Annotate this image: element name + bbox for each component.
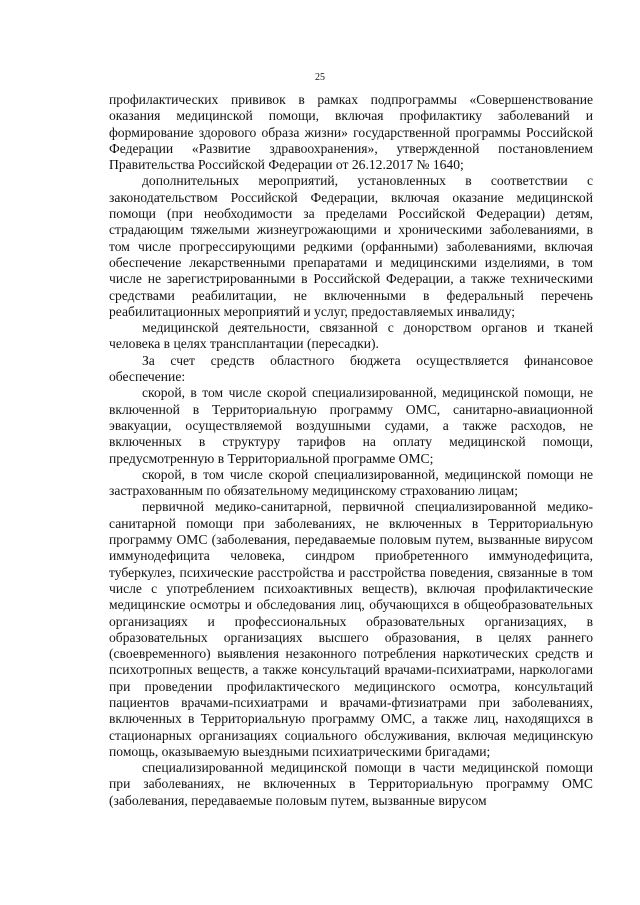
page-number: 25 bbox=[315, 72, 325, 83]
document-body bbox=[109, 92, 593, 809]
paragraph: скорой, в том числе скорой специализированной, медицинской помощи, не включенной в Территориальную программу ОМС, санитарно-авиационной эвакуации, осуществляемой воздушными судами, а также расходов, не включенных в структуру тарифов на оплату медицинской помощи, предусмотренную в Территориальной программе ОМС; bbox=[109, 385, 593, 466]
paragraph: первичной медико-санитарной, первичной специализированной медико-санитарной помощи при заболеваниях, не включенных в Территориальную программу ОМС (заболевания, передаваемые половым путем, вызванные вирусом иммунодефицита человека, синдром приобретенного иммунодефицита, туберкулез, психические расстройства и расстройства поведения, связанные в том числе с употреблением психоактивных веществ), включая профилактические медицинские осмотры и обследования лиц, обучающихся в общеобразовательных организациях и профессиональных образовательных организациях, в образовательных организациях высшего образования, в целях раннего (своевременного) выявления незаконного потребления наркотических средств и психотропных веществ, а также консультаций врачами-психиатрами, наркологами при проведении профилактического медицинского осмотра, консультаций пациентов врачами-психиатрами и врачами-фтизиатрами при заболеваниях, включенных в Территориальную программу ОМС, а также лиц, находящихся в стационарных организациях социального обслуживания, включая медицинскую помощь, оказываемую выездными психиатрическими бригадами; bbox=[109, 499, 593, 759]
paragraph: скорой, в том числе скорой специализированной, медицинской помощи не застрахованным по обязательному медицинскому страхованию лицам; bbox=[109, 466, 593, 499]
paragraph: медицинской деятельности, связанной с донорством органов и тканей человека в целях трансплантации (пересадки). bbox=[109, 320, 593, 352]
paragraph: За счет средств областного бюджета осуществляется финансовое обеспечение: bbox=[109, 352, 593, 385]
paragraph: специализированной медицинской помощи в части медицинской помощи при заболеваниях, не включенных в Территориальную программу ОМС (заболевания, передаваемые половым путем, вызванные вирусом bbox=[109, 760, 593, 808]
paragraph: дополнительных мероприятий, установленных в соответствии с законодательством Российской Федерации, включая оказание медицинской помощи (при необходимости за пределами Российской Федерации) детям, страдающим тяжелыми жизнеугрожающими и хроническими заболеваниями, в том числе прогрессирующими редкими (орфанными) заболеваниями, включая обеспечение лекарственными препаратами и медицинскими изделиями, в том числе не зарегистрированными в Российской Федерации, а также техническими средствами реабилитации, не включенными в федеральный перечень реабилитационных мероприятий и услуг, предоставляемых инвалиду; bbox=[109, 173, 593, 319]
paragraph-continued: профилактических прививок в рамках подпрограммы «Совершенствование оказания медицинской помощи, включая профилактику заболеваний и формирование здорового образа жизни» государственной программы Российской Федерации «Развитие здравоохранения», утвержденной постановлением Правительства Российской Федерации от 26.12.2017 № 1640; bbox=[109, 92, 593, 173]
